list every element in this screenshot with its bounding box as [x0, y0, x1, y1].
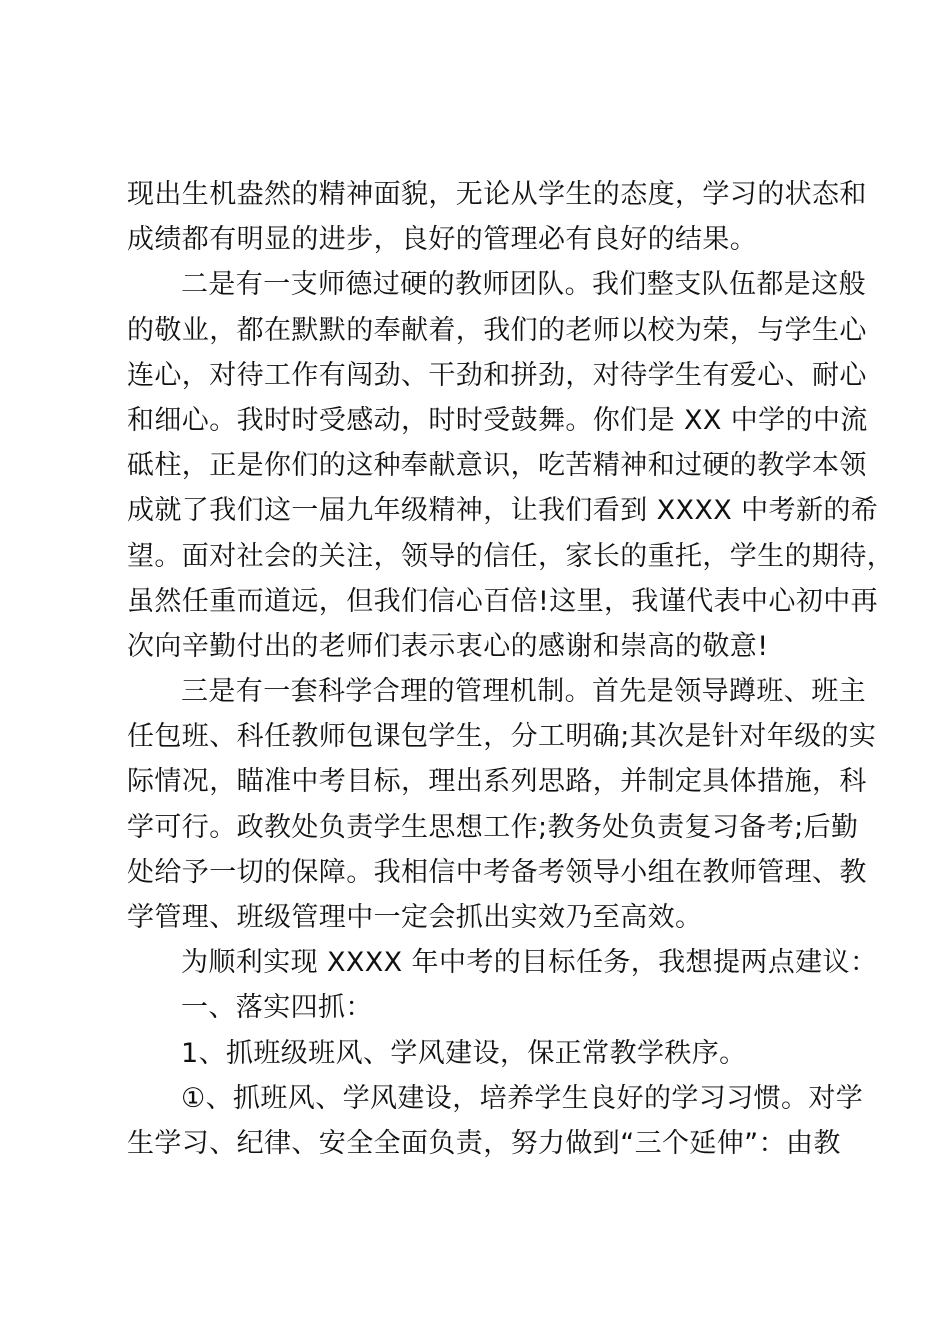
paragraph-1: [127, 172, 867, 262]
text-line: 学管理、班级管理中一定会抓出实效乃至高效。: [127, 902, 703, 933]
text-line: 成绩都有明显的进步，良好的管理必有良好的结果。: [127, 224, 758, 256]
text-line: 二是有一支师德过硬的教师团队。我们整支队伍都是这般: [181, 269, 866, 301]
text-line: 1、抓班级班风、学风建设，保正常教学秩序。: [181, 1037, 747, 1069]
paragraph-2: [127, 262, 895, 669]
text-line: 的敬业，都在默默的奉献着，我们的老师以校为荣，与学生心: [127, 314, 867, 346]
document-body: [127, 172, 895, 1166]
list-item-1: [127, 1031, 847, 1076]
text-line: 虽然任重而道远，但我们信心百倍!这里，我谨代表中心初中再: [127, 585, 879, 617]
text-line: 一、落实四抓：: [181, 992, 373, 1024]
text-line: 为顺利实现 XXXX 年中考的目标任务，我想提两点建议：: [181, 947, 878, 979]
text-line: 望。面对社会的关注，领导的信任，家长的重托，学生的期待，: [127, 540, 895, 572]
text-line: ①、抓班风、学风建设，培养学生良好的学习习惯。对学: [181, 1082, 864, 1114]
text-line: 际情况，瞄准中考目标，理出系列思路，并制定具体措施，科: [127, 766, 867, 798]
text-line: 处给予一切的保障。我相信中考备考领导小组在教师管理、教: [127, 856, 867, 888]
text-line: 砥柱，正是你们的这种奉献意识，吃苦精神和过硬的教学本领: [127, 450, 867, 482]
sub-item-1: [127, 1076, 864, 1166]
text-line: 和细心。我时时受感动，时时受鼓舞。你们是 XX 中学的中流: [127, 404, 868, 436]
text-line: 现出生机盎然的精神面貌，无论从学生的态度，学习的状态和: [127, 179, 867, 210]
text-line: 任包班、科任教师包课包学生，分工明确;其次是针对年级的实: [127, 721, 877, 753]
text-line: 三是有一套科学合理的管理机制。首先是领导蹲班、班主: [181, 676, 866, 708]
paragraph-4: [127, 940, 878, 985]
text-line: 连心，对待工作有闯劲、干劲和拼劲，对待学生有爱心、耐心: [127, 359, 867, 391]
text-line: 生学习、纪律、安全全面负责，努力做到“三个延伸”：由教: [127, 1127, 841, 1159]
text-line: 学可行。政教处负责学生思想工作;教务处负责复习备考;后勤: [127, 811, 859, 843]
text-line: 次向辛勤付出的老师们表示衷心的感谢和崇高的敬意!: [127, 630, 769, 662]
text-line: 成就了我们这一届九年级精神，让我们看到 XXXX 中考新的希: [127, 495, 879, 527]
paragraph-3: [127, 669, 877, 940]
heading-four-tasks: [127, 985, 847, 1030]
